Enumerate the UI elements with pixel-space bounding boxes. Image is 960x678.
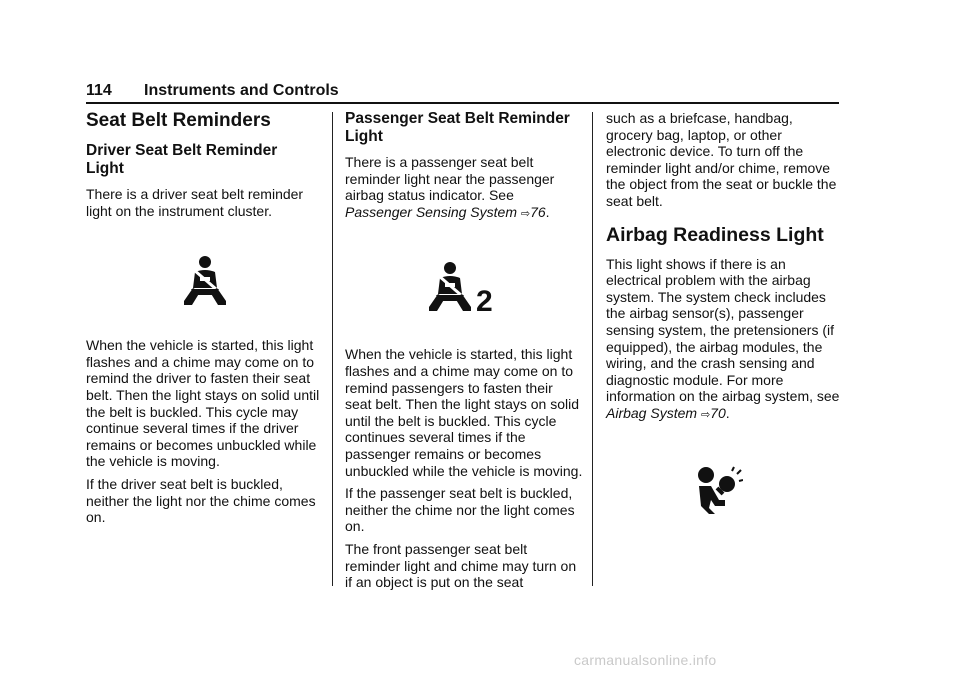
- seatbelt-reminder-icon: [181, 255, 231, 307]
- header-rule: [86, 102, 839, 104]
- airbag-system-link[interactable]: Airbag System: [606, 404, 698, 421]
- page-number: 114: [86, 82, 112, 99]
- driver-reminder-behavior: When the vehicle is started, this light flashes and a chime may come on to remind the driver to fasten their seat belt. Then the light stays on solid until the belt is buckled. This cycle may continue several times if the driver remains or becomes unbuckled while the vehicle is moving.: [86, 337, 320, 470]
- seat-belt-reminders-heading: Seat Belt Reminders: [86, 110, 271, 131]
- airbag-text: This light shows if there is an electrical problem with the airbag system. The system check includes the airbag sensor(s), passenger sensing system, the pretensioners (if equipped), the airbag modules, the wiring, and the crash sensing and diagnostic module. For more information on the airbag system, see: [606, 255, 840, 405]
- watermark: carmanualsonline.info: [574, 652, 717, 668]
- page-reference-icon: ⇨: [700, 408, 711, 421]
- page-reference-icon: ⇨: [520, 207, 531, 220]
- airbag-readiness-icon: [695, 464, 743, 516]
- airbag-icon-box: [596, 430, 842, 550]
- driver-reminder-intro: There is a driver seat belt reminder light on the instrument cluster.: [86, 186, 304, 219]
- passenger-reminder-buckled: If the passenger seat belt is buckled, neither the chime nor the light comes on.: [345, 485, 575, 535]
- airbag-readiness-text: [606, 256, 842, 424]
- column-divider: [332, 112, 333, 586]
- passenger-sensing-page[interactable]: 76: [530, 203, 546, 220]
- column-1: [86, 110, 326, 532]
- driver-reminder-buckled: If the driver seat belt is buckled, neither the light nor the chime comes on.: [86, 475, 316, 526]
- passenger-reminder-behavior: When the vehicle is started, this light flashes and a chime may come on to remind passengers to fasten their seat belt. Then the light stays on solid until the belt is buckled. This cycle continues several times if the passenger remains or becomes unbuckled while the vehicle is moving.: [345, 346, 583, 479]
- passenger-icon-box: [345, 228, 583, 346]
- passenger-seatbelt-icon: [426, 260, 502, 314]
- seatbelt-icon-box: [86, 225, 326, 337]
- passenger-sensing-link[interactable]: Passenger Sensing System: [345, 203, 517, 220]
- passenger-object-note: The front passenger seat belt reminder light and chime may turn on if an object is put on the seat: [345, 540, 577, 591]
- column-divider: [592, 112, 593, 586]
- section-title: Instruments and Controls: [144, 82, 339, 99]
- passenger-reminder-heading: Passenger Seat Belt Reminder Light: [345, 110, 570, 145]
- driver-reminder-heading: Driver Seat Belt Reminder Light: [86, 142, 278, 177]
- column-3: [606, 110, 842, 550]
- column-2: [345, 110, 583, 597]
- airbag-readiness-heading: Airbag Readiness Light: [606, 223, 824, 246]
- sentence-end: .: [725, 404, 730, 421]
- passenger-intro-text: There is a passenger seat belt reminder light near the passenger airbag status indicator. See: [345, 154, 555, 204]
- airbag-system-page[interactable]: 70: [710, 404, 726, 421]
- page-header: [86, 82, 840, 102]
- object-note-continued: such as a briefcase, handbag, grocery bag, laptop, or other electronic device. To turn off the reminder light and/or chime, remove the object from the seat or buckle the seat belt.: [606, 110, 837, 209]
- sentence-end: .: [545, 203, 550, 220]
- passenger-reminder-intro: [345, 154, 583, 222]
- passenger-icon-numeral: 2: [476, 285, 493, 315]
